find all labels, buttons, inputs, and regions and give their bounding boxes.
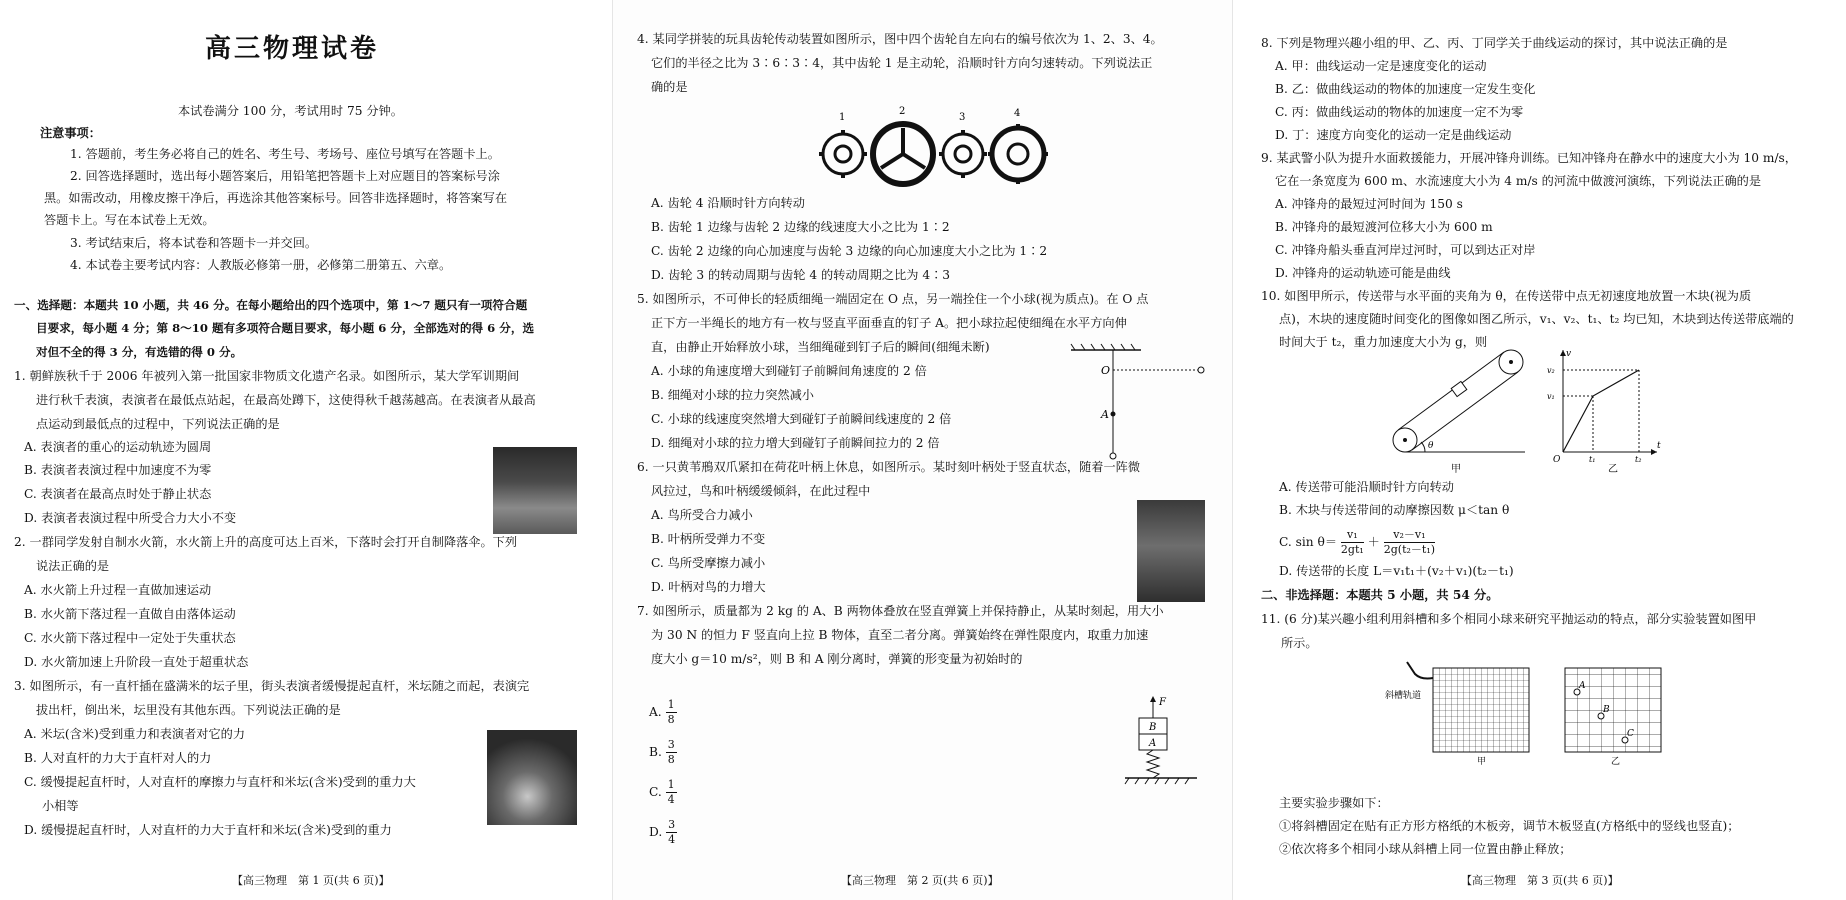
q5-stem: 直，由静止开始释放小球，当细绳碰到钉子后的瞬间(细绳未断) xyxy=(651,340,990,354)
q3-option: D. 缓慢提起直杆时，人对直杆的力大于直杆和米坛(含米)受到的重力 xyxy=(24,823,392,837)
q3-option: C. 缓慢提起直杆时，人对直杆的摩擦力与直杆和米坛(含米)受到的重力大 xyxy=(24,775,416,789)
page-2-footer: 【高三物理 第 2 页(共 6 页)】 xyxy=(841,873,999,887)
q11-stem: 11. (6 分)某兴趣小组利用斜槽和多个相同小球来研究平抛运动的特点，部分实验装置如图甲 xyxy=(1261,612,1757,626)
section-1-heading: 目要求，每小题 4 分；第 8～10 题有多项符合题目要求，每小题 6 分，全部选对的得 6 分，选 xyxy=(36,321,535,335)
t1-label: t₁ xyxy=(1589,455,1596,464)
q1-option: C. 表演者在最高点时处于静止状态 xyxy=(24,487,212,501)
q9-option: B. 冲锋舟的最短渡河位移大小为 600 m xyxy=(1275,220,1493,234)
q7-option-d: D. $\frac{3}{4}$ xyxy=(649,818,676,846)
page-3 xyxy=(1232,0,1846,900)
steps-heading: 主要实验步骤如下： xyxy=(1279,796,1389,810)
rice-jar-photo xyxy=(487,730,577,825)
q7-option-a: A. $\frac{1}{8}$ xyxy=(649,698,675,726)
page-1-footer: 【高三物理 第 1 页(共 6 页)】 xyxy=(232,873,390,887)
page-1 xyxy=(0,0,612,900)
note-line: 黑。如需改动，用橡皮擦干净后，再选涂其他答案标号。回答非选择题时，将答案写在 xyxy=(44,191,508,205)
note-line: 3. 考试结束后，将本试卷和答题卡一并交回。 xyxy=(70,236,318,250)
v2-label: v₂ xyxy=(1547,366,1555,375)
v1-label: v₁ xyxy=(1547,392,1555,401)
gear-diagram xyxy=(803,108,1063,198)
t2-label: t₂ xyxy=(1635,455,1642,464)
page-2 xyxy=(612,0,1232,900)
q5-stem: 5. 如图所示，不可伸长的轻质细绳一端固定在 O 点，另一端拴住一个小球(视为质点)。在 O 点 xyxy=(637,292,1149,306)
gear-1 xyxy=(823,134,863,174)
q8-option: C. 丙：做曲线运动的物体的加速度一定不为零 xyxy=(1275,105,1524,119)
q1-option: B. 表演者表演过程中加速度不为零 xyxy=(24,463,212,477)
q10-stem: 时间大于 t₂，重力加速度大小为 g，则 xyxy=(1279,335,1488,349)
spring-blocks-diagram xyxy=(1125,696,1215,794)
note-line: 4. 本试卷主要考试内容：人教版必修第一册，必修第二册第五、六章。 xyxy=(70,258,452,272)
q4-option: B. 齿轮 1 边缘与齿轮 2 边缘的线速度大小之比为 1∶2 xyxy=(651,220,950,234)
q7-stem: 为 30 N 的恒力 F 竖直向上拉 B 物体，直至二者分离。弹簧始终在弹性限度内，取重力加速 xyxy=(651,628,1149,642)
axis-t-label: t xyxy=(1657,441,1661,451)
block-a-label: A xyxy=(1149,738,1157,749)
q1-stem: 1. 朝鲜族秋千于 2006 年被列入第一批国家非物质文化遗产名录。如图所示，某大学军训期间 xyxy=(14,369,520,383)
q2-option: A. 水火箭上升过程一直做加速运动 xyxy=(24,583,212,597)
q8-option: A. 甲：曲线运动一定是速度变化的运动 xyxy=(1275,59,1487,73)
note-line: 1. 答题前，考生务必将自己的姓名、考生号、考场号、座位号填写在答题卡上。 xyxy=(70,147,500,161)
q4-stem: 它们的半径之比为 3∶6∶3∶4，其中齿轮 1 是主动轮，沿顺时针方向匀速转动。下列说法正 xyxy=(651,56,1153,70)
q9-option: A. 冲锋舟的最短过河时间为 150 s xyxy=(1275,197,1463,211)
q7-stem: 7. 如图所示，质量都为 2 kg 的 A、B 两物体叠放在竖直弹簧上并保持静止，从某时刻起，用大小 xyxy=(637,604,1164,618)
q1-option: D. 表演者表演过程中所受合力大小不变 xyxy=(24,511,237,525)
section-1-heading: 一、选择题：本题共 10 小题，共 46 分。在每小题给出的四个选项中，第 1～7 题只有一项符合题 xyxy=(14,298,528,312)
projectile-figures xyxy=(1385,662,1675,768)
figure-yi-label: 乙 xyxy=(1611,757,1621,767)
grid-paper-jia xyxy=(1433,668,1529,752)
angle-theta-label: θ xyxy=(1428,441,1434,451)
gear-label: 4 xyxy=(1014,108,1021,119)
q4-stem: 确的是 xyxy=(651,80,688,94)
q4-option: D. 齿轮 3 的转动周期与齿轮 4 的转动周期之比为 4∶3 xyxy=(651,268,951,282)
swing-photo xyxy=(493,447,577,534)
pendulum-diagram xyxy=(1071,344,1211,462)
q3-stem: 拔出杆，倒出米，坛里没有其他东西。下列说法正确的是 xyxy=(36,703,341,717)
q10-option: A. 传送带可能沿顺时针方向转动 xyxy=(1279,480,1454,494)
figure-jia-label: 甲 xyxy=(1451,464,1461,475)
step-line: ①将斜槽固定在贴有正方形方格纸的木板旁，调节木板竖直(方格纸中的竖线也竖直)； xyxy=(1279,819,1740,833)
gear-4 xyxy=(992,128,1044,180)
notes-heading: 注意事项： xyxy=(40,126,101,140)
q5-option: B. 细绳对小球的拉力突然减小 xyxy=(651,388,814,402)
q6-option: D. 叶柄对鸟的力增大 xyxy=(651,580,766,594)
q3-stem: 3. 如图所示，有一直杆插在盛满米的坛子里，街头表演者缓慢提起直杆，米坛随之而起，表演完 xyxy=(14,679,530,693)
q10-option: D. 传送带的长度 L＝v₁t₁＋(v₂＋v₁)(t₂－t₁) xyxy=(1279,564,1514,578)
q8-option: D. 丁：速度方向变化的运动一定是曲线运动 xyxy=(1275,128,1512,142)
q1-option: A. 表演者的重心的运动轨迹为圆周 xyxy=(24,440,212,454)
q2-stem: 2. 一群同学发射自制水火箭，水火箭上升的高度可达上百米，下落时会打开自制降落伞。下列 xyxy=(14,535,518,549)
q8-option: B. 乙：做曲线运动的物体的加速度一定发生变化 xyxy=(1275,82,1536,96)
q3-option: 小相等 xyxy=(42,799,79,813)
q10-option: B. 木块与传送带间的动摩擦因数 μ＜tan θ xyxy=(1279,503,1510,517)
point-b-label: B xyxy=(1603,705,1610,715)
q6-stem: 风拉过，鸟和叶柄缓缓倾斜，在此过程中 xyxy=(651,484,871,498)
exam-info: 本试卷满分 100 分，考试用时 75 分钟。 xyxy=(178,104,403,118)
q2-stem: 说法正确的是 xyxy=(36,559,110,573)
q2-option: D. 水火箭加速上升阶段一直处于超重状态 xyxy=(24,655,249,669)
q9-stem: 9. 某武警小队为提升水面救援能力，开展冲锋舟训练。已知冲锋舟在静水中的速度大小为 10 m/s， xyxy=(1261,151,1797,165)
q10-stem: 10. 如图甲所示，传送带与水平面的夹角为 θ，在传送带中点无初速度地放置一木块(视为质 xyxy=(1261,289,1752,303)
q2-option: C. 水火箭下落过程中一定处于失重状态 xyxy=(24,631,236,645)
axis-v-label: v xyxy=(1566,349,1572,359)
q5-option: D. 细绳对小球的拉力增大到碰钉子前瞬间拉力的 2 倍 xyxy=(651,436,940,450)
origin-label: O xyxy=(1553,455,1561,465)
section-1-heading: 对但不全的得 3 分，有选错的得 0 分。 xyxy=(36,345,243,359)
q10-stem: 点)，木块的速度随时间变化的图像如图乙所示，v₁、v₂、t₁、t₂ 均已知，木块到达传送带底端的 xyxy=(1279,312,1794,326)
note-line: 答题卡上。写在本试卷上无效。 xyxy=(44,213,215,227)
q3-option: B. 人对直杆的力大于直杆对人的力 xyxy=(24,751,212,765)
q7-stem: 度大小 g＝10 m/s²，则 B 和 A 刚分离时，弹簧的形变量为初始时的 xyxy=(651,652,1023,666)
q6-stem: 6. 一只黄苇鳽双爪紧扣在荷花叶柄上休息，如图所示。某时刻叶柄处于竖直状态，随着一阵微 xyxy=(637,460,1141,474)
q6-option: C. 鸟所受摩擦力减小 xyxy=(651,556,766,570)
q9-option: D. 冲锋舟的运动轨迹可能是曲线 xyxy=(1275,266,1451,280)
q3-option: A. 米坛(含米)受到重力和表演者对它的力 xyxy=(24,727,246,741)
q1-stem: 点运动到最低点的过程中，下列说法正确的是 xyxy=(36,417,280,431)
figure-jia-label: 甲 xyxy=(1477,757,1487,767)
step-line: ②依次将多个相同小球从斜槽上同一位置由静止释放； xyxy=(1279,842,1572,856)
gear-label: 2 xyxy=(899,106,906,117)
exam-title: 高三物理试卷 xyxy=(205,34,380,64)
q1-stem: 进行秋千表演，表演者在最低点站起，在最高处蹲下，这使得秋千越荡越高。在表演者从最高 xyxy=(36,393,536,407)
q7-option-c: C. $\frac{1}{4}$ xyxy=(649,778,675,806)
point-a-label: A xyxy=(1101,408,1109,421)
point-a-label: A xyxy=(1579,681,1586,691)
q8-stem: 8. 下列是物理兴趣小组的甲、乙、丙、丁同学关于曲线运动的探讨，其中说法正确的是 xyxy=(1261,36,1728,50)
block-b-label: B xyxy=(1149,722,1157,733)
chute-label: 斜槽轨道 xyxy=(1385,691,1422,701)
q9-option: C. 冲锋舟船头垂直河岸过河时，可以到达正对岸 xyxy=(1275,243,1536,257)
q4-stem: 4. 某同学拼装的玩具齿轮传动装置如图所示，图中四个齿轮自左向右的编号依次为 1、2、3、4。 xyxy=(637,32,1163,46)
force-f-label: F xyxy=(1159,697,1166,708)
q4-option: A. 齿轮 4 沿顺时针方向转动 xyxy=(651,196,805,210)
q9-stem: 它在一条宽度为 600 m、水流速度大小为 4 m/s 的河流中做渡河演练，下列说法正确的是 xyxy=(1275,174,1762,188)
gear-label: 1 xyxy=(839,112,846,123)
conveyor-figure xyxy=(1385,348,1665,478)
note-line: 2. 回答选择题时，选出每小题答案后，用铅笔把答题卡上对应题目的答案标号涂 xyxy=(70,169,500,183)
q11-stem: 所示。 xyxy=(1281,636,1318,650)
bird-photo xyxy=(1137,500,1205,602)
section-2-heading: 二、非选择题：本题共 5 小题，共 54 分。 xyxy=(1261,588,1499,602)
q5-option: A. 小球的角速度增大到碰钉子前瞬间角速度的 2 倍 xyxy=(651,364,927,378)
q5-stem: 正下方一半绳长的地方有一枚与竖直平面垂直的钉子 A。把小球拉起使细绳在水平方向伸 xyxy=(651,316,1127,330)
q5-option: C. 小球的线速度突然增大到碰钉子前瞬间线速度的 2 倍 xyxy=(651,412,952,426)
q10-option-c: C. sin θ＝ $\frac{\text{v₁}}{\text{2gt₁}}$ ＋ $\frac{\text{v₂－v₁}}{\text{2g(t₂－t₁)}}$ xyxy=(1279,528,1436,556)
gear-3 xyxy=(943,134,983,174)
gear-label: 3 xyxy=(959,112,966,123)
q2-option: B. 水火箭下落过程一直做自由落体运动 xyxy=(24,607,236,621)
q6-option: A. 鸟所受合力减小 xyxy=(651,508,753,522)
point-o-label: O xyxy=(1101,364,1111,377)
q6-option: B. 叶柄所受弹力不变 xyxy=(651,532,766,546)
point-c-label: C xyxy=(1627,729,1634,739)
figure-yi-label: 乙 xyxy=(1608,464,1618,475)
page-3-footer: 【高三物理 第 3 页(共 6 页)】 xyxy=(1461,873,1619,887)
q7-option-b: B. $\frac{3}{8}$ xyxy=(649,738,675,766)
q4-option: C. 齿轮 2 边缘的向心加速度与齿轮 3 边缘的向心加速度大小之比为 1∶2 xyxy=(651,244,1048,258)
